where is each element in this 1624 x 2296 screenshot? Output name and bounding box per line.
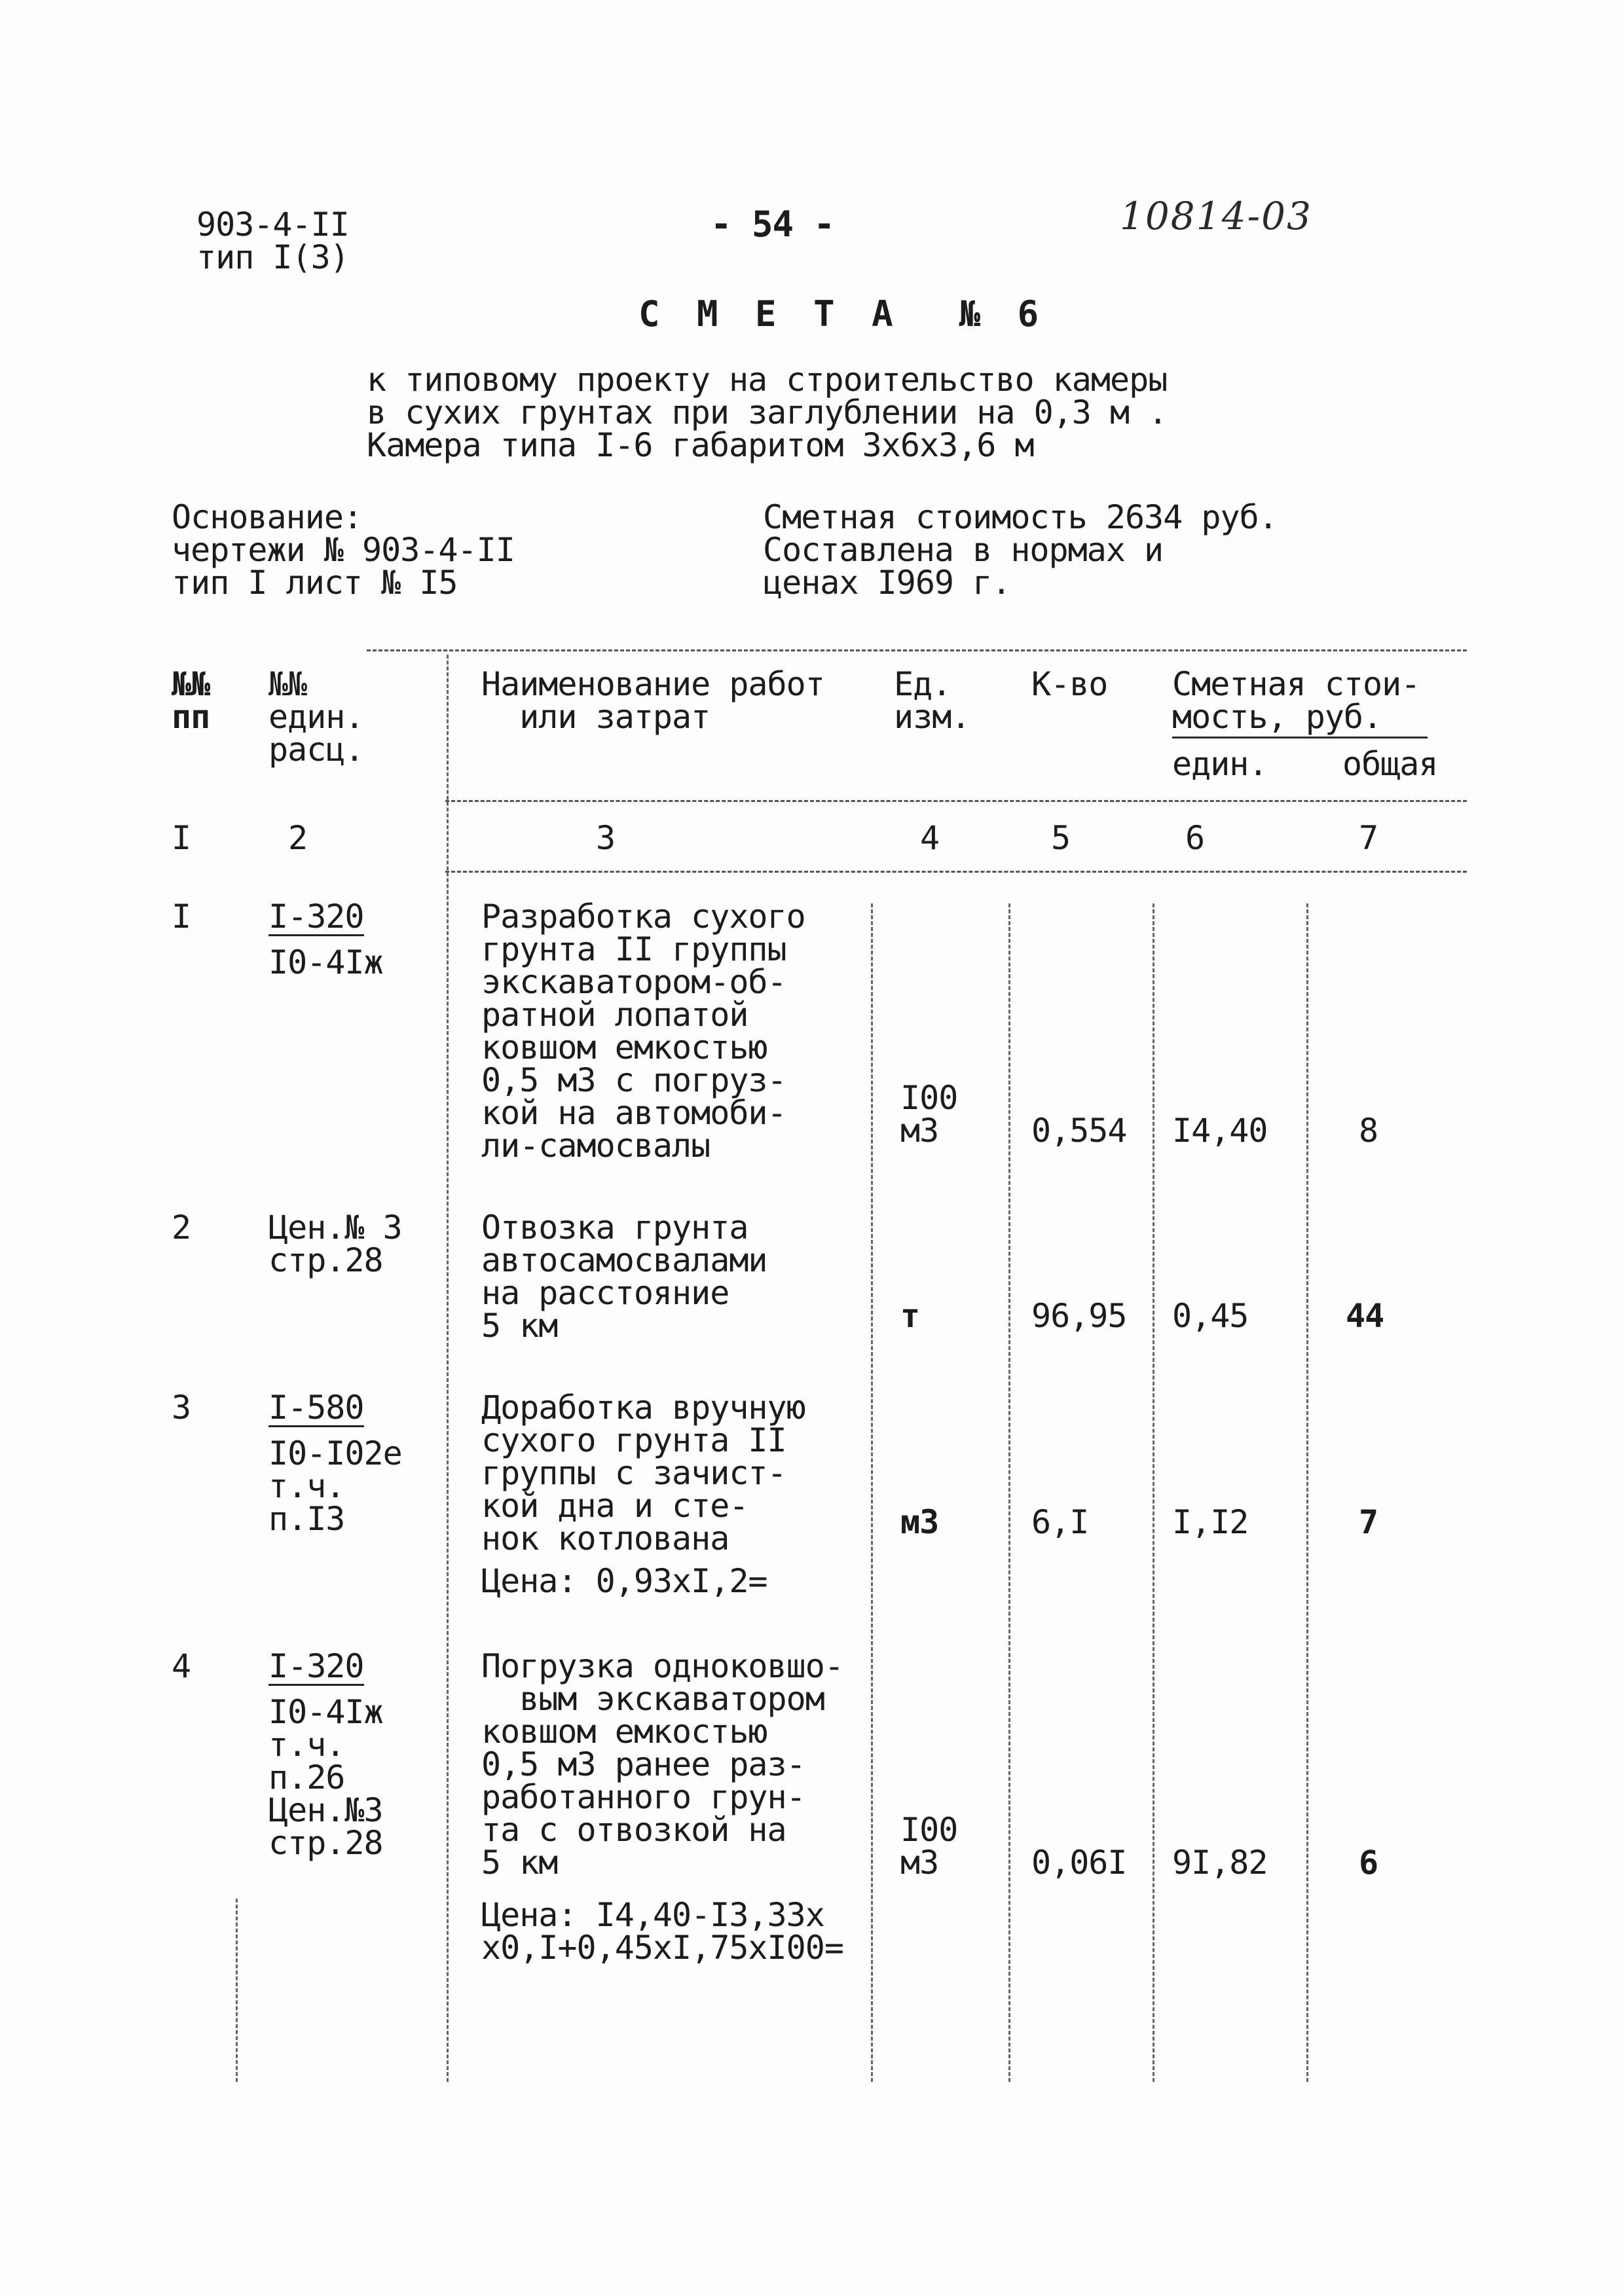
unit-cost: 0,45 xyxy=(1172,1297,1249,1335)
quantity: 96,95 xyxy=(1031,1297,1127,1335)
subtitle-line: в сухих грунтах при заглублении на 0,3 м . xyxy=(367,393,1168,431)
estimate-subtitle xyxy=(367,363,1167,462)
column-number: 3 xyxy=(596,819,616,857)
subtitle-line: к типовому проекту на строительство камеры xyxy=(367,361,1168,399)
header-cost-subtitle: мость, руб. xyxy=(1172,698,1382,736)
total-cost: 44 xyxy=(1346,1297,1384,1335)
work-name: Погрузка одноковшо- вым экскаватором ковшом емкостью 0,5 м3 ранее раз- работанного грун- та с отвозкой на 5 км xyxy=(481,1647,843,1882)
rate-code-details: I0-I02е т.ч. п.I3 xyxy=(268,1434,402,1538)
price-note: Цена: I4,40-I3,33х х0,I+0,45хI,75хI00= xyxy=(481,1896,843,1967)
quantity: 6,I xyxy=(1031,1503,1089,1541)
unit-cost: I,I2 xyxy=(1172,1503,1249,1541)
column-number: 4 xyxy=(920,819,940,857)
rate-code-main: I-320 xyxy=(268,898,364,936)
row-number: 3 xyxy=(172,1389,191,1427)
column-divider xyxy=(1306,903,1308,2082)
basis-line: чертежи № 903-4-II xyxy=(172,531,515,569)
unit-of-measure: м3 xyxy=(900,1503,939,1541)
work-name: Разработка сухого грунта II группы экскаватором-об- ратной лопатой ковшом емкостью 0,5 м3 с погруз- кой на автомоби- ли-самосвалы xyxy=(481,898,805,1165)
total-cost: 8 xyxy=(1359,1112,1378,1150)
cost-info-line: Составлена в нормах и xyxy=(763,531,1164,569)
column-divider xyxy=(236,1899,238,2082)
rate-code-main: I-320 xyxy=(268,1647,364,1685)
header-rate-code: №№ един. расц. xyxy=(268,665,364,769)
rate-code-main: Цен.№ 3 стр.28 xyxy=(268,1209,402,1279)
work-name: Доработка вручную сухого грунта II группы с зачист- кой дна и сте- нок котлована xyxy=(481,1389,805,1558)
estimate-heading: С М Е Т А № 6 xyxy=(638,293,1047,335)
rate-code-details: I0-4Iж т.ч. п.26 Цен.№3 стр.28 xyxy=(268,1693,383,1862)
price-note: Цена: 0,93хI,2= xyxy=(481,1562,767,1600)
unit-of-measure: I00 м3 xyxy=(900,1811,958,1882)
basis-line: Основание: xyxy=(172,498,363,536)
unit-of-measure: I00 м3 xyxy=(900,1079,958,1150)
column-divider xyxy=(447,655,449,2082)
project-code: 903-4-II xyxy=(196,206,349,244)
column-number: I xyxy=(172,819,191,857)
table-top-rule xyxy=(367,649,1467,651)
subtitle-line: Камера типа I-6 габаритом 3х6х3,6 м xyxy=(367,426,1034,464)
project-type: тип I(3) xyxy=(196,238,349,276)
unit-cost: I4,40 xyxy=(1172,1112,1268,1150)
header-bottom-rule xyxy=(445,800,1467,802)
column-divider xyxy=(1153,903,1154,2082)
header-quantity: К-во xyxy=(1031,665,1108,703)
unit-cost: 9I,82 xyxy=(1172,1844,1268,1882)
total-cost: 7 xyxy=(1359,1503,1378,1541)
cost-header-underline xyxy=(1172,737,1428,738)
document-code xyxy=(196,208,349,274)
column-numbers-rule xyxy=(445,871,1467,873)
header-unit: Ед. изм. xyxy=(894,665,970,736)
row-number: I xyxy=(172,898,191,936)
unit-of-measure: т xyxy=(900,1297,920,1335)
cost-info-line: Сметная стоимость 2634 руб. xyxy=(763,498,1278,536)
cost-info-line: ценах I969 г. xyxy=(763,564,1011,602)
handwritten-number: 10814-03 xyxy=(1120,194,1312,238)
column-number: 6 xyxy=(1185,819,1205,857)
cost-info-block xyxy=(763,498,1278,602)
rate-code-main: I-580 xyxy=(268,1389,364,1427)
rate-code-details: I0-4Iж xyxy=(268,943,383,981)
basis-line: тип I лист № I5 xyxy=(172,564,458,602)
header-work-name: Наименование работ или затрат xyxy=(481,665,824,736)
column-number: 2 xyxy=(288,819,308,857)
column-number: 5 xyxy=(1051,819,1071,857)
quantity: 0,06I xyxy=(1031,1844,1127,1882)
row-number: 2 xyxy=(172,1209,191,1247)
total-cost: 6 xyxy=(1359,1844,1378,1882)
page-number: - 54 - xyxy=(710,204,835,245)
work-name: Отвозка грунта автосамосвалами на расстояние 5 км xyxy=(481,1209,767,1345)
quantity: 0,554 xyxy=(1031,1112,1127,1150)
column-divider xyxy=(1008,903,1010,2082)
row-number: 4 xyxy=(172,1647,191,1685)
header-row-number: №№ пп xyxy=(172,665,210,736)
basis-block xyxy=(172,498,515,602)
column-divider xyxy=(871,903,873,2082)
column-number: 7 xyxy=(1359,819,1378,857)
header-unit-cost: един. xyxy=(1172,745,1268,783)
header-cost-title: Сметная стои- xyxy=(1172,665,1420,703)
header-total-cost: общая xyxy=(1342,745,1438,783)
